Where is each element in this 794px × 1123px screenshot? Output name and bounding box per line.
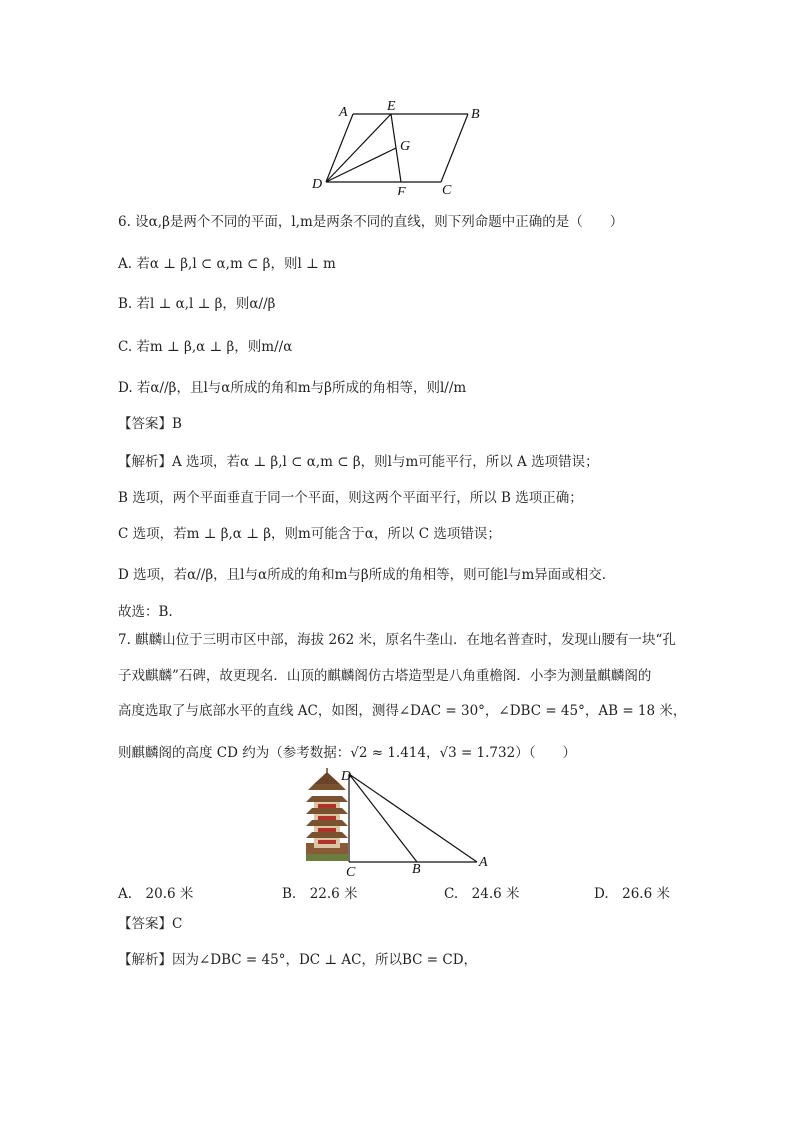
label-e: E bbox=[387, 100, 396, 114]
label-a: A bbox=[339, 105, 348, 120]
label-c2: C bbox=[346, 865, 356, 878]
q7-line-4: 则麒麟阁的高度 CD 约为（参考数据：√2 ≈ 1.414，√3 = 1.732）（ ） bbox=[118, 745, 576, 761]
q6-analysis-3: C 选项，若m ⊥ β,α ⊥ β，则m可能含于α，所以 C 选项错误； bbox=[118, 526, 501, 542]
q7-option-c: C. 24.6 米 bbox=[444, 886, 520, 902]
label-c: C bbox=[442, 183, 452, 195]
q6-answer: 【答案】B bbox=[118, 416, 182, 432]
segment-da bbox=[349, 774, 477, 862]
q7-line-3: 高度选取了与底部水平的直线 AC，如图，测得∠DAC = 30°，∠DBC = 45°，AB = 18 米， bbox=[118, 703, 687, 719]
q7-analysis-1: 【解析】因为∠DBC = 45°，DC ⊥ AC，所以BC = CD， bbox=[118, 952, 478, 968]
q7-option-a: A. 20.6 米 bbox=[118, 886, 194, 902]
segment-de bbox=[326, 114, 391, 182]
q6-conclusion: 故选：B. bbox=[118, 604, 173, 620]
segment-db bbox=[349, 774, 417, 862]
q7-answer: 【答案】C bbox=[118, 916, 183, 932]
q7-option-b: B. 22.6 米 bbox=[282, 886, 358, 902]
q6-option-b: B. 若l ⊥ α,l ⊥ β，则α//β bbox=[118, 296, 276, 312]
q6-stem: 6. 设α,β是两个不同的平面，l,m是两条不同的直线，则下列命题中正确的是（ ） bbox=[118, 214, 624, 230]
edge-da bbox=[326, 114, 353, 182]
q6-analysis-1: 【解析】A 选项，若α ⊥ β,l ⊂ α,m ⊂ β，则l与m可能平行，所以 A 选项错误； bbox=[118, 454, 599, 470]
label-a2: A bbox=[479, 855, 488, 870]
q7-line-2: 子戏麒麟”石碑，故更现名．山顶的麒麟阁仿古塔造型是八角重檐阁．小李为测量麒麟阁的 bbox=[118, 668, 652, 684]
label-b2: B bbox=[412, 862, 421, 877]
q6-analysis-4: D 选项，若α//β，且l与α所成的角和m与β所成的角相等，则可能l与m异面或相交. bbox=[118, 567, 607, 583]
q6-option-a: A. 若α ⊥ β,l ⊂ α,m ⊂ β，则l ⊥ m bbox=[118, 256, 336, 272]
label-d2: D bbox=[341, 769, 352, 784]
q6-option-c: C. 若m ⊥ β,α ⊥ β，则m//α bbox=[118, 339, 293, 355]
label-b: B bbox=[471, 107, 480, 122]
edge-bc bbox=[441, 114, 468, 182]
label-d: D bbox=[312, 177, 323, 192]
q6-analysis-2: B 选项，两个平面垂直于同一个平面，则这两个平面平行，所以 B 选项正确； bbox=[118, 490, 583, 506]
parallelogram-figure bbox=[308, 100, 528, 195]
label-g: G bbox=[400, 139, 411, 154]
q7-option-d: D. 26.6 米 bbox=[594, 886, 670, 902]
tower-figure bbox=[300, 768, 500, 878]
segment-dg bbox=[326, 148, 396, 182]
q7-line-1: 7. 麒麟山位于三明市区中部，海拔 262 米，原名牛垄山．在地名普查时，发现山腰有一块“孔 bbox=[118, 632, 676, 648]
q6-option-d: D. 若α//β，且l与α所成的角和m与β所成的角相等，则l//m bbox=[118, 380, 467, 396]
label-f: F bbox=[397, 185, 406, 195]
